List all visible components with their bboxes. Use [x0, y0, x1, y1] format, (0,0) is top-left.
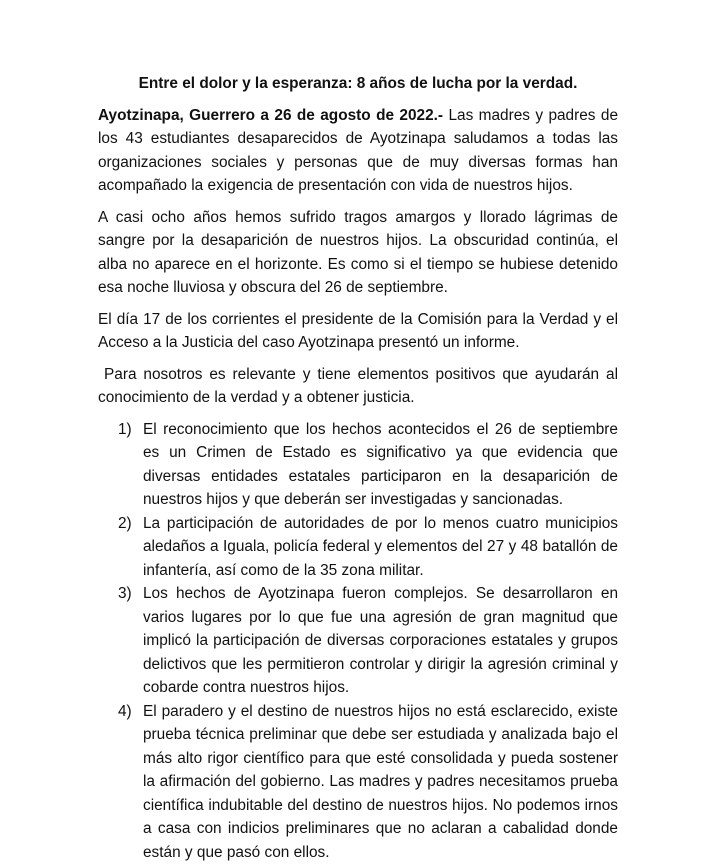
- list-item-text: Los hechos de Ayotzinapa fueron complejos. Se desarrollaron en varios lugares por lo que fue una agresión de gran magnitud que implicó la participación de diversas corporaciones estatales y grupos delictivos que les permitieron controlar y dirigir la agresión criminal y cobarde contra nuestros hijos.: [143, 585, 618, 696]
- paragraph-3: El día 17 de los corrientes el presidente de la Comisión para la Verdad y el Acceso a la Justicia del caso Ayotzinapa presentó un informe.: [98, 308, 618, 355]
- list-item-text: La participación de autoridades de por lo menos cuatro municipios aledaños a Iguala, policía federal y elementos del 27 y 48 batallón de infantería, así como de la 35 zona militar.: [143, 515, 618, 579]
- list-item-number: 3): [118, 582, 132, 606]
- intro-paragraph: [98, 104, 618, 198]
- list-item-number: 4): [118, 700, 132, 724]
- list-item-text: El paradero y el destino de nuestros hijos no está esclarecido, existe prueba técnica preliminar que debe ser estudiada y analizada bajo el más alto rigor científico para que esté consolidada y pueda sostener la afirmación del gobierno. Las madres y padres necesitamos prueba científica indubitable del destino de nuestros hijos. No podemos irnos a casa con indicios preliminares que no aclaran a cabalidad donde están y que pasó con ellos.: [143, 703, 618, 861]
- document-page: [98, 72, 618, 864]
- list-item: [98, 582, 618, 700]
- list-item: [98, 700, 618, 864]
- intro-text: Las madres y padres de los 43 estudiantes desaparecidos de Ayotzinapa saludamos a todas las organizaciones sociales y personas que de muy diversas formas han acompañado la exigencia de presentación con vida de nuestros hijos.: [98, 107, 618, 195]
- list-item-number: 1): [118, 418, 132, 442]
- list-item: [98, 418, 618, 512]
- intro-dateline: Ayotzinapa, Guerrero a 26 de agosto de 2022.-: [98, 107, 443, 124]
- numbered-list: [98, 418, 618, 864]
- list-item-text: El reconocimiento que los hechos acontecidos el 26 de septiembre es un Crimen de Estado es significativo ya que evidencia que diversas entidades estatales participaron en la desaparición de nuestros hijos y que deberán ser investigadas y sancionadas.: [143, 421, 618, 509]
- list-item: [98, 512, 618, 583]
- paragraph-4: Para nosotros es relevante y tiene elementos positivos que ayudarán al conocimiento de la verdad y a obtener justicia.: [98, 363, 618, 410]
- document-title: Entre el dolor y la esperanza: 8 años de lucha por la verdad.: [98, 72, 618, 96]
- list-item-number: 2): [118, 512, 132, 536]
- paragraph-2: A casi ocho años hemos sufrido tragos amargos y llorado lágrimas de sangre por la desaparición de nuestros hijos. La obscuridad continúa, el alba no aparece en el horizonte. Es como si el tiempo se hubiese detenido esa noche lluviosa y obscura del 26 de septiembre.: [98, 206, 618, 300]
